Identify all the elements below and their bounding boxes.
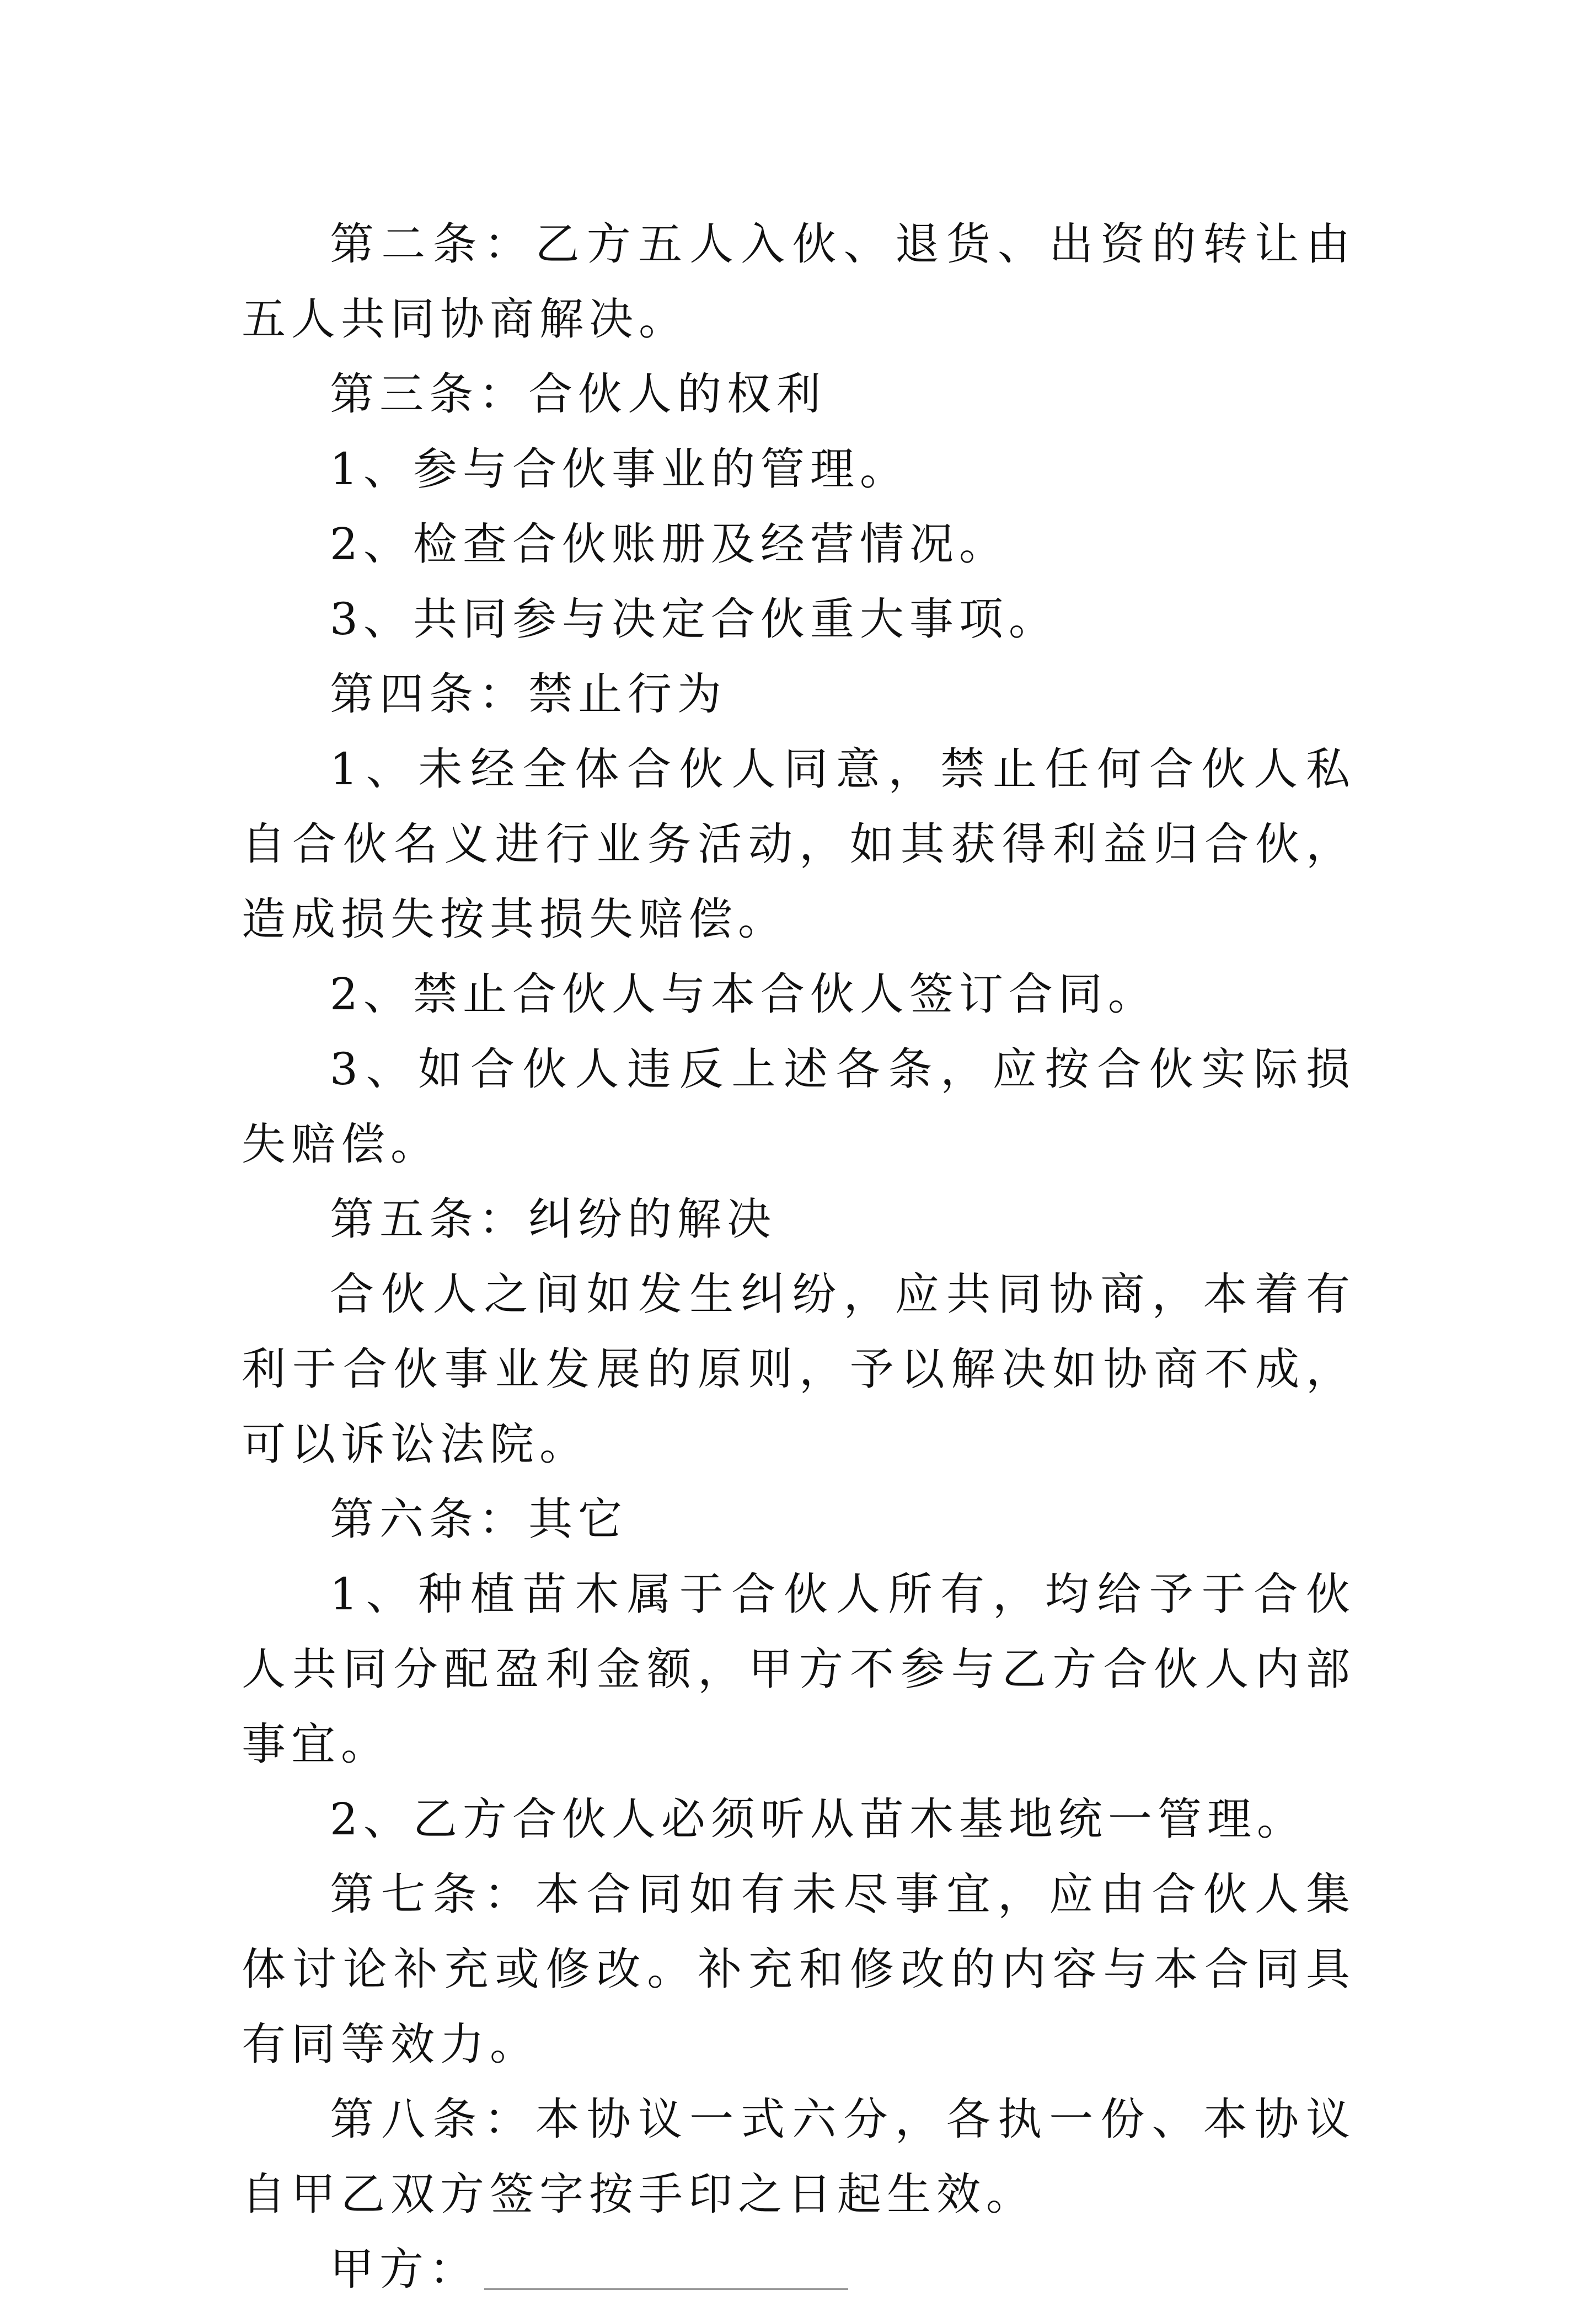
article-5-body: 合伙人之间如发生纠纷，应共同协商，本着有利于合伙事业发展的原则，予以解决如协商不成，可以诉讼法院。	[242, 1268, 1356, 1470]
article-3-item-3: 3、共同参与决定合伙重大事项。	[330, 593, 1058, 645]
signature-block-party-a	[242, 2232, 1356, 2307]
article-6-heading: 第六条：其它	[330, 1494, 628, 1545]
article-2: 第二条：乙方五人入伙、退货、出资的转让由五人共同协商解决。	[242, 218, 1356, 345]
article-3-item-2: 2、检查合伙账册及经营情况。	[330, 518, 1009, 570]
article-3-heading: 第三条：合伙人的权利	[330, 368, 826, 420]
article-6-item-2: 2、乙方合伙人必须听从苗木基地统一管理。	[330, 1794, 1306, 1845]
article-8: 第八条：本协议一式六分，各执一份、本协议自甲乙双方签字按手印之日起生效。	[242, 2094, 1356, 2220]
article-3-item-1: 1、参与合伙事业的管理。	[330, 443, 909, 495]
article-4-item-2: 2、禁止合伙人与本合伙人签订合同。	[330, 968, 1158, 1020]
article-7: 第七条：本合同如有未尽事宜，应由合伙人集体讨论补充或修改。补充和修改的内容与本合同具有同等效力。	[242, 1869, 1356, 2070]
article-5-heading: 第五条：纠纷的解决	[330, 1193, 776, 1245]
article-4-item-3: 3、如合伙人违反上述各条，应按合伙实际损失赔偿。	[242, 1043, 1356, 1170]
article-6-item-1: 1、种植苗木属于合伙人所有，均给予于合伙人共同分配盈利金额，甲方不参与乙方合伙人内部事宜。	[242, 1569, 1356, 1770]
article-4-heading: 第四条：禁止行为	[330, 668, 727, 720]
party-a-signature-line	[484, 2244, 848, 2290]
document-body	[242, 207, 1356, 2307]
article-4-item-1: 1、未经全体合伙人同意，禁止任何合伙人私自合伙名义进行业务活动，如其获得利益归合伙，造成损失按其损失赔偿。	[242, 743, 1356, 945]
party-a-label: 甲方：	[330, 2244, 479, 2295]
